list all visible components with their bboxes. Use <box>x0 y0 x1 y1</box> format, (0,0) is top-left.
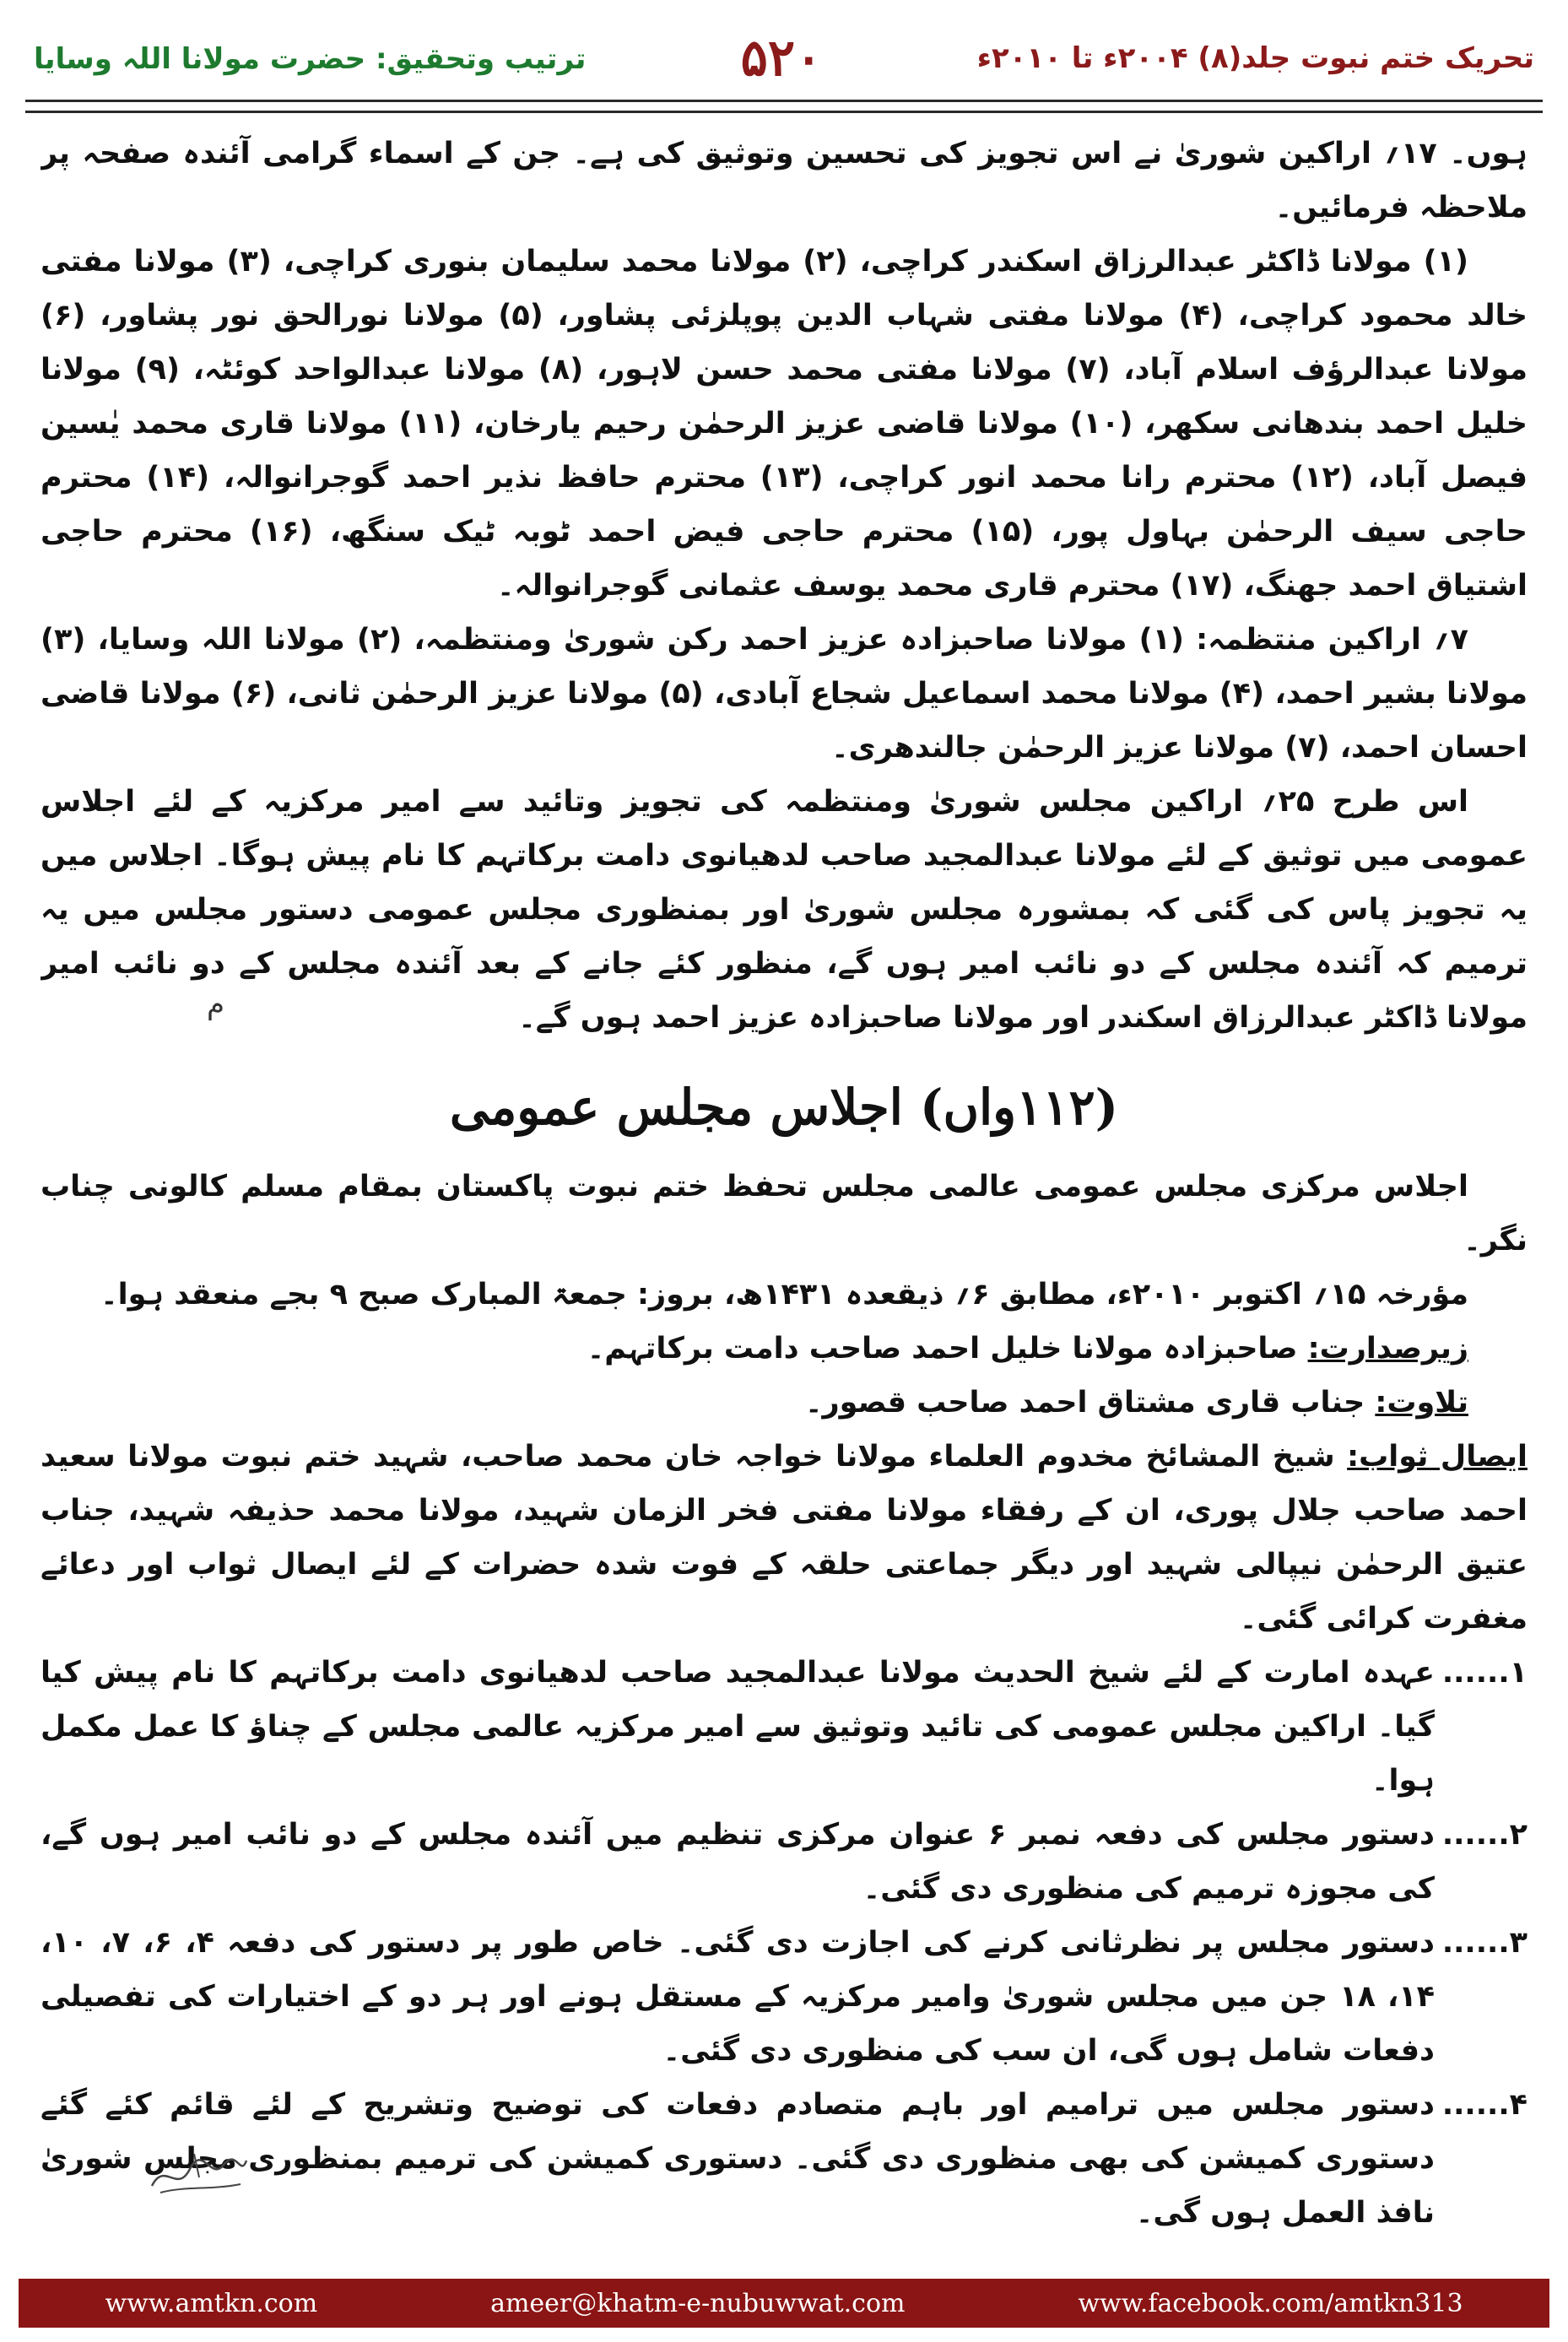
meeting-date: مؤرخہ ۱۵؍ اکتوبر ۲۰۱۰ء، مطابق ۶؍ ذیقعدہ ۱۴۳۱ھ، بروز: جمعۃ المبارک صبح ۹ بجے منعقد ہوا۔ <box>100 1278 1468 1312</box>
item-text: عہدہ امارت کے لئے شیخ الحدیث مولانا عبدالمجید صاحب لدھیانوی دامت برکاتہم کا نام پیش کیا گیا۔ اراکین مجلس عمومی کی تائید وتوثیق سے امیر مرکزیہ عالمی مجلس کے چناؤ کا عمل مکمل ہوا۔ <box>41 1656 1435 1798</box>
isal-text: شیخ المشائخ مخدوم العلماء مولانا خواجہ خان محمد صاحب، شہید ختم نبوت مولانا سعید احمد صاحب جلال پوری، ان کے رفقاء مولانا مفتی فخر الزمان شہید، مولانا محمد حذیفہ شہید، جناب عتیق الرحمٰن نیپالی شہید اور دیگر جماعتی حلقہ کے فوت شدہ حضرات کے لئے ایصال ثواب اور دعائے مغفرت کرائی گئی۔ <box>41 1440 1527 1636</box>
meeting-isal-sawab <box>41 1430 1527 1646</box>
page-number: ۵۲۰ <box>740 29 823 88</box>
item-number: ۳...... <box>1441 1926 1527 1960</box>
item-text: دستور مجلس میں ترامیم اور باہم متصادم دفعات کی توضیح وتشریح کے لئے قائم کئے گئے دستوری کمیشن کی بھی منظوری دی گئی۔ دستوری کمیشن کی ترمیم بمنظوری مجلس شوریٰ نافذ العمل ہوں گی۔ <box>41 2088 1435 2230</box>
recitation-label: تلاوت: <box>1375 1386 1468 1420</box>
paragraph-shura-members: (۱) مولانا ڈاکٹر عبدالرزاق اسکندر کراچی، (۲) مولانا محمد سلیمان بنوری کراچی، (۳) مولانا مفتی خالد محمود کراچی، (۴) مولانا مفتی شہاب الدین پوپلزئی پشاور، (۵) مولانا نورالحق نور پشاور، (۶) مولانا عبدالرؤف اسلام آباد، (۷) مولانا مفتی محمد حسن لاہور، (۸) مولانا عبدالواحد کوئٹہ، (۹) مولانا خلیل احمد بندھانی سکھر، (۱۰) مولانا قاضی عزیز الرحمٰن رحیم یارخان، (۱۱) مولانا قاری محمد یٰسین فیصل آباد، (۱۲) محترم رانا محمد انور کراچی، (۱۳) محترم حافظ نذیر احمد گوجرانوالہ، (۱۴) محترم حاجی سیف الرحمٰن بہاول پور، (۱۵) محترم حاجی فیض احمد ٹوبہ ٹیک سنگھ، (۱۶) محترم حاجی اشتیاق احمد جھنگ، (۱۷) محترم قاری محمد یوسف عثمانی گوجرانوالہ۔ <box>41 245 1527 603</box>
page-mark: م <box>207 987 225 1021</box>
presided-text: صاحبزادہ مولانا خلیل احمد صاحب دامت برکاتہم۔ <box>587 1332 1308 1366</box>
page-header <box>34 20 1534 96</box>
paragraph-executive-members: ۷؍ اراکین منتظمہ: (۱) مولانا صاحبزادہ عزیز احمد رکن شوریٰ ومنتظمہ، (۲) مولانا اللہ وسایا، (۳) مولانا بشیر احمد، (۴) مولانا محمد اسماعیل شجاع آبادی، (۵) مولانا عزیز الرحمٰن ثانی، (۶) مولانا قاضی احسان احمد، (۷) مولانا عزیز الرحمٰن جالندھری۔ <box>41 623 1527 765</box>
footer-website-link[interactable]: www.amtkn.com <box>105 2288 318 2318</box>
header-rule <box>25 100 1543 113</box>
paragraph: ہوں۔ ۱۷؍ اراکین شوریٰ نے اس تجویز کی تحسین وتوثیق کی ہے۔ جن کے اسماء گرامی آئندہ صفحہ پر ملاحظہ فرمائیں۔ <box>41 137 1527 224</box>
footer-facebook-link[interactable]: www.facebook.com/amtkn313 <box>1078 2288 1463 2318</box>
page-footer <box>19 2279 1549 2328</box>
paragraph-proposal: اس طرح ۲۵؍ اراکین مجلس شوریٰ ومنتظمہ کی تجویز وتائید سے امیر مرکزیہ کے لئے اجلاس عمومی میں توثیق کے لئے مولانا عبدالمجید صاحب لدھیانوی دامت برکاتہم کا نام پیش ہوگا۔ اجلاس میں یہ تجویز پاس کی گئی کہ بمشورہ مجلس شوریٰ اور بمنظوری مجلس عمومی دستور مجلس میں یہ ترمیم کہ آئندہ مجلس کے دو نائب امیر ہوں گے، منظور کئے جانے کے بعد آئندہ مجلس کے دو نائب امیر مولانا ڈاکٹر عبدالرزاق اسکندر اور مولانا صاحبزادہ عزیز احمد ہوں گے۔ <box>41 785 1527 1035</box>
item-number: ۴...... <box>1441 2088 1527 2122</box>
recitation-text: جناب قاری مشتاق احمد صاحب قصور۔ <box>804 1386 1376 1420</box>
isal-label: ایصال ثواب: <box>1347 1440 1527 1474</box>
header-book-title: تحریک ختم نبوت جلد(۸) ۲۰۰۴ء تا ۲۰۱۰ء <box>976 41 1534 75</box>
signature-icon <box>143 2144 253 2203</box>
list-item <box>41 1808 1527 1916</box>
list-item <box>41 1646 1527 1808</box>
header-compiler: ترتیب وتحقیق: حضرت مولانا اللہ وسایا <box>34 41 587 76</box>
item-text: دستور مجلس کی دفعہ نمبر ۶ عنوان مرکزی تنظیم میں آئندہ مجلس کے دو نائب امیر ہوں گے، کی مجوزہ ترمیم کی منظوری دی گئی۔ <box>41 1818 1435 1906</box>
page-body <box>41 127 1527 2253</box>
footer-email-link[interactable]: ameer@khatm-e-nubuwwat.com <box>490 2288 906 2318</box>
list-item <box>41 2078 1527 2240</box>
item-number: ۲...... <box>1441 1818 1527 1852</box>
list-item <box>41 1916 1527 2078</box>
item-text: دستور مجلس پر نظرثانی کرنے کی اجازت دی گئی۔ خاص طور پر دستور کی دفعہ ۴، ۶، ۷، ۱۰، ۱۴، ۱۸ جن میں مجلس شوریٰ وامیر مرکزیہ کے مستقل ہونے اور ہر دو کے اختیارات کی تفصیلی دفعات شامل ہوں گی، ان سب کی منظوری دی گئی۔ <box>41 1926 1436 2068</box>
item-number: ۱...... <box>1441 1656 1527 1690</box>
meeting-presided <box>41 1322 1527 1376</box>
section-title: (۱۱۲واں) اجلاس مجلس عمومی <box>449 1079 1119 1136</box>
meeting-venue: اجلاس مرکزی مجلس عمومی عالمی مجلس تحفظ ختم نبوت پاکستان بمقام مسلم کالونی چناب نگر۔ <box>41 1170 1527 1258</box>
meeting-recitation <box>41 1376 1527 1430</box>
presided-label: زیرصدارت: <box>1307 1332 1468 1366</box>
